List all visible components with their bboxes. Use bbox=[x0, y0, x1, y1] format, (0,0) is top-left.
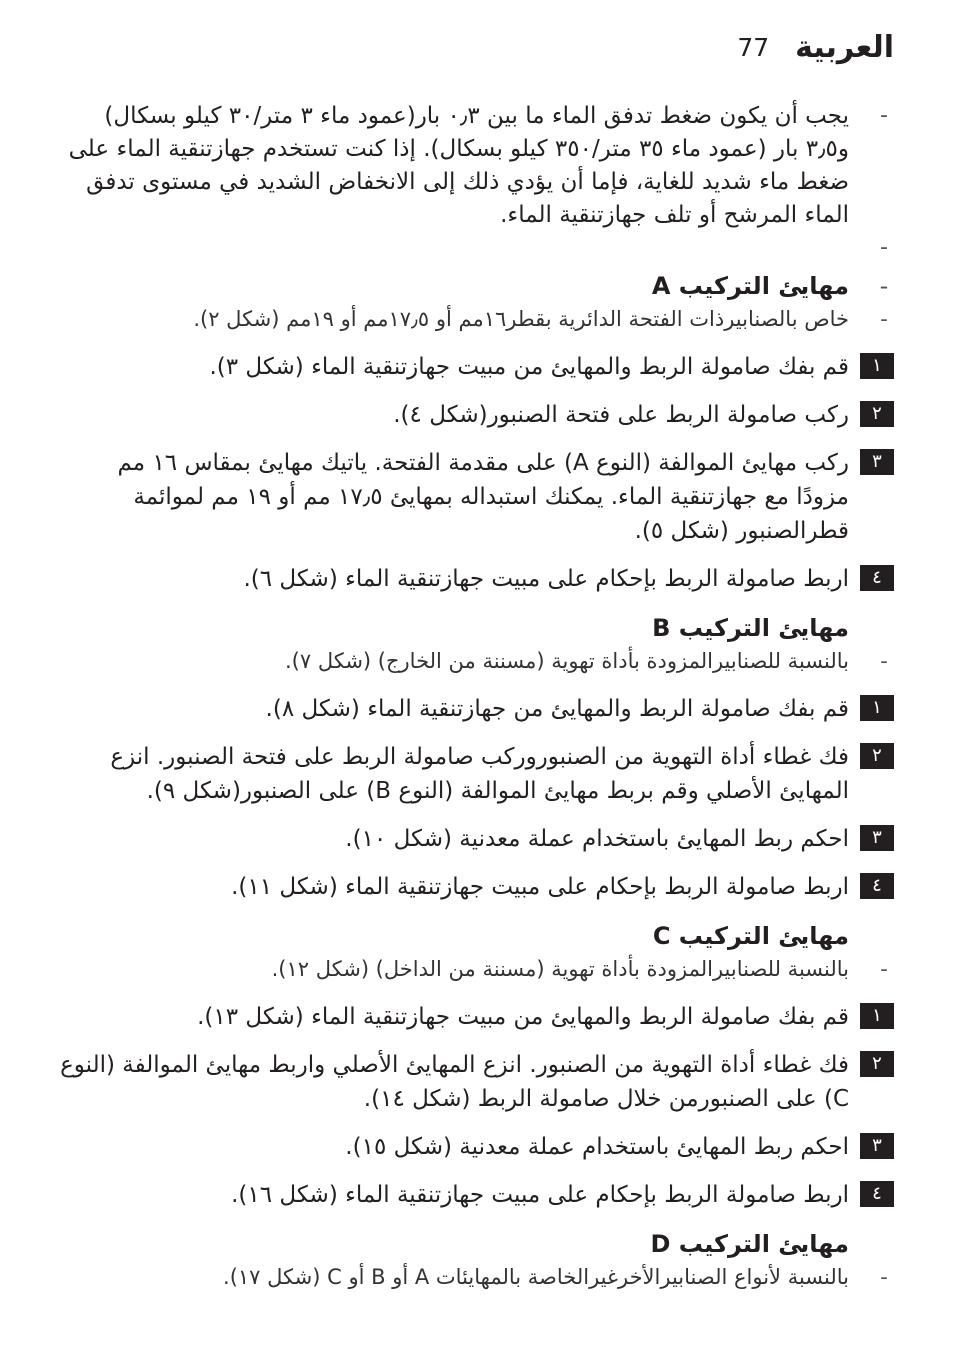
step-b-1 bbox=[59, 692, 894, 726]
step-text: فك غطاء أداة التهوية من الصنبوروركب صامولة الربط على فتحة الصنبور. انزع المهايئ الأصلي وقم بربط مهايئ الموالفة (النوع B) على الصنبور(شكل ٩). bbox=[110, 744, 849, 804]
step-text: احكم ربط المهايئ باستخدام عملة معدنية (شكل ١٠). bbox=[345, 826, 849, 852]
section-title-text: مهايئ التركيب C bbox=[652, 922, 849, 950]
section-c-title bbox=[59, 918, 894, 954]
dash-bullet: - bbox=[880, 307, 888, 331]
step-text: فك غطاء أداة التهوية من الصنبور. انزع المهايئ الأصلي واربط مهايئ الموالفة (النوع C) على الصنبورمن خلال صامولة الربط (شكل ١٤). bbox=[60, 1052, 849, 1112]
step-text: قم بفك صامولة الربط والمهايئ من مبيت جهازتنقية الماء (شكل ١٣). bbox=[197, 1004, 849, 1030]
step-b-2 bbox=[59, 740, 894, 808]
step-number-badge: ١ bbox=[860, 353, 894, 379]
section-title-text: مهايئ التركيب B bbox=[652, 614, 849, 642]
step-a-2 bbox=[59, 398, 894, 432]
dash-bullet: - bbox=[880, 103, 888, 128]
page-number: 77 bbox=[737, 33, 770, 62]
dash-bullet: - bbox=[880, 235, 888, 260]
empty-bullet bbox=[59, 232, 894, 264]
step-number-badge: ٣ bbox=[860, 825, 894, 851]
dash-bullet: - bbox=[880, 957, 888, 981]
step-number-badge: ١ bbox=[860, 695, 894, 721]
step-a-1 bbox=[59, 350, 894, 384]
step-text: قم بفك صامولة الربط والمهايئ من جهازتنقية الماء (شكل ٨). bbox=[265, 696, 849, 722]
step-text: اربط صامولة الربط بإحكام على مبيت جهازتنقية الماء (شكل ١١). bbox=[231, 874, 849, 900]
step-c-1 bbox=[59, 1000, 894, 1034]
step-number-badge: ٢ bbox=[860, 401, 894, 427]
section-b-title bbox=[59, 610, 894, 646]
section-note-text: خاص بالصنابيرذات الفتحة الدائرية بقطر١٦مم أو ١٧٫٥مم أو ١٩مم (شكل ٢). bbox=[193, 307, 849, 331]
page-header bbox=[737, 30, 894, 65]
step-b-3 bbox=[59, 822, 894, 856]
section-a-note bbox=[59, 304, 894, 336]
step-number-badge: ٢ bbox=[860, 743, 894, 769]
step-number-badge: ٢ bbox=[860, 1051, 894, 1077]
dash-bullet: - bbox=[880, 1265, 888, 1289]
section-c-note bbox=[59, 954, 894, 986]
step-text: ركب مهايئ الموالفة (النوع A) على مقدمة الفتحة. ياتيك مهايئ بمقاس ١٦ مم مزودًا مع جهازتنقية الماء. يمكنك استبداله بمهايئ ١٧٫٥ مم أو ١٩ مم لموائمة قطرالصنبور (شكل ٥). bbox=[117, 450, 849, 544]
step-number-badge: ١ bbox=[860, 1003, 894, 1029]
section-title-text: مهايئ التركيب D bbox=[650, 1230, 849, 1258]
step-a-4 bbox=[59, 562, 894, 596]
dash-bullet: - bbox=[879, 272, 889, 300]
step-text: اربط صامولة الربط بإحكام على مبيت جهازتنقية الماء (شكل ٦). bbox=[243, 566, 849, 592]
section-title-text: مهايئ التركيب A bbox=[651, 272, 849, 300]
step-number-badge: ٤ bbox=[860, 565, 894, 591]
section-d-note bbox=[59, 1262, 894, 1294]
step-c-2 bbox=[59, 1048, 894, 1116]
section-note-text: بالنسبة لأنواع الصنابيرالأخرغيرالخاصة بالمهايئات A أو B أو C (شكل ١٧). bbox=[223, 1265, 849, 1289]
step-b-4 bbox=[59, 870, 894, 904]
step-a-3 bbox=[59, 446, 894, 548]
step-number-badge: ٤ bbox=[860, 1181, 894, 1207]
intro-text: يجب أن يكون ضغط تدفق الماء ما بين ٠٫٣ بار(عمود ماء ٣ متر/٣٠ كيلو بسكال) و٣٫٥ بار (عمود ماء ٣٥ متر/٣٥٠ كيلو بسكال). إذا كنت تستخدم جهازتنقية الماء على ضغط ماء شديد للغاية، فإما أن يؤدي ذلك إلى الانخفاض الشديد في مستوى تدفق الماء المرشح أو تلف جهازتنقية الماء. bbox=[68, 103, 849, 228]
section-note-text: بالنسبة للصنابيرالمزودة بأداة تهوية (مسننة من الداخل) (شكل ١٢). bbox=[271, 957, 849, 981]
step-c-3 bbox=[59, 1130, 894, 1164]
step-number-badge: ٣ bbox=[860, 449, 894, 475]
step-text: اربط صامولة الربط بإحكام على مبيت جهازتنقية الماء (شكل ١٦). bbox=[231, 1182, 849, 1208]
language-title: العربية bbox=[795, 30, 894, 65]
section-d-title bbox=[59, 1226, 894, 1262]
step-number-badge: ٤ bbox=[860, 873, 894, 899]
step-number-badge: ٣ bbox=[860, 1133, 894, 1159]
intro-paragraph bbox=[59, 100, 894, 232]
step-c-4 bbox=[59, 1178, 894, 1212]
step-text: قم بفك صامولة الربط والمهايئ من مبيت جهازتنقية الماء (شكل ٣). bbox=[209, 354, 849, 380]
main-content bbox=[59, 100, 894, 1294]
section-note-text: بالنسبة للصنابيرالمزودة بأداة تهوية (مسننة من الخارج) (شكل ٧). bbox=[284, 649, 849, 673]
section-b-note bbox=[59, 646, 894, 678]
step-text: ركب صامولة الربط على فتحة الصنبور(شكل ٤). bbox=[393, 402, 849, 428]
dash-bullet: - bbox=[880, 649, 888, 673]
step-text: احكم ربط المهايئ باستخدام عملة معدنية (شكل ١٥). bbox=[345, 1134, 849, 1160]
section-a-title bbox=[59, 268, 894, 304]
